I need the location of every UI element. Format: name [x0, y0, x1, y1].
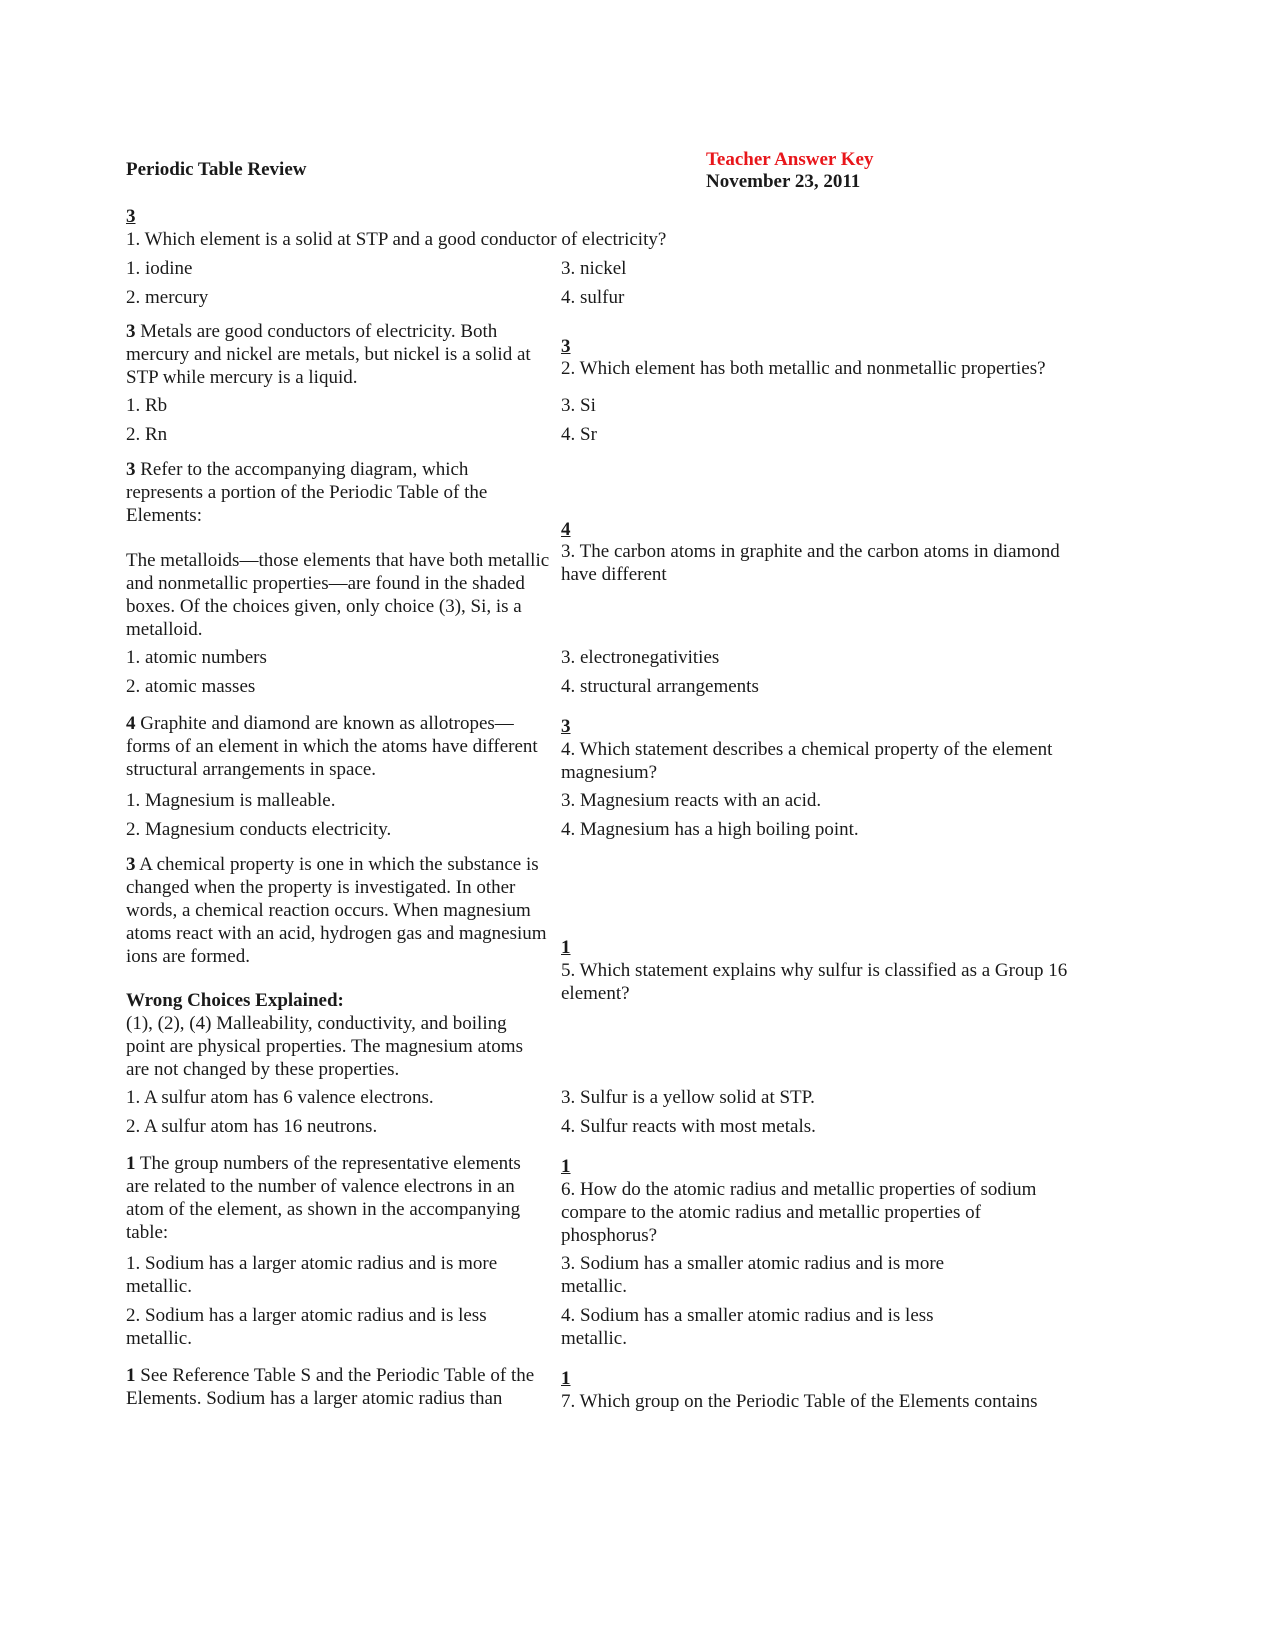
q1-answer: 3 [126, 206, 136, 227]
q4-wrong-choices-text: (1), (2), (4) Malleability, conductivity, and boiling point are physical properties. The magnesium atoms are not changed by these properties. [126, 1013, 523, 1080]
q6-choice-2: 2. Sodium has a larger atomic radius and is less metallic. [126, 1305, 487, 1349]
q6-choice-1: 1. Sodium has a larger atomic radius and is more metallic. [126, 1253, 498, 1297]
q3-choice-3: 3. electronegativities [561, 647, 720, 668]
q2-choice-3: 3. Si [561, 395, 596, 416]
q4-explanation [126, 853, 556, 968]
q2-question: 2. Which element has both metallic and nonmetallic properties? [561, 358, 1046, 379]
q4-choice-1: 1. Magnesium is malleable. [126, 790, 336, 811]
page-title: Periodic Table Review [126, 159, 307, 180]
q5-choice-4: 4. Sulfur reacts with most metals. [561, 1116, 816, 1137]
q5-choice-2: 2. A sulfur atom has 16 neutrons. [126, 1116, 378, 1137]
q1-explanation-number: 3 [126, 321, 136, 342]
q1-choice-2: 2. mercury [126, 287, 209, 308]
q6-explanation [126, 1364, 561, 1410]
q4-answer: 3 [561, 716, 571, 737]
q4-wrong-choices-heading: Wrong Choices Explained: [126, 990, 344, 1011]
q4-question: 4. Which statement describes a chemical property of the element magnesium? [561, 739, 1053, 783]
q5-explanation [126, 1152, 546, 1244]
q2-explanation-number: 3 [126, 459, 136, 480]
q6-answer: 1 [561, 1156, 571, 1177]
q6-explanation-text: See Reference Table S and the Periodic Table of the Elements. Sodium has a larger atomic radius than [126, 1365, 535, 1409]
q5-explanation-number: 1 [126, 1153, 136, 1174]
q3-answer: 4 [561, 519, 571, 540]
q4-choice-4: 4. Magnesium has a high boiling point. [561, 819, 859, 840]
q7-question: 7. Which group on the Periodic Table of the Elements contains [561, 1391, 1038, 1412]
q2-answer: 3 [561, 336, 571, 357]
q3-choice-1: 1. atomic numbers [126, 647, 267, 668]
q3-choice-2: 2. atomic masses [126, 676, 256, 697]
q5-choice-1: 1. A sulfur atom has 6 valence electrons. [126, 1087, 434, 1108]
q3-question: 3. The carbon atoms in graphite and the carbon atoms in diamond have different [561, 541, 1060, 585]
q4-choice-3: 3. Magnesium reacts with an acid. [561, 790, 822, 811]
q6-question: 6. How do the atomic radius and metallic properties of sodium compare to the atomic radius and metallic properties of phosphorus? [561, 1179, 1037, 1246]
q2-explanation-2: The metalloids—those elements that have both metallic and nonmetallic properties—are found in the shaded boxes. Of the choices given, only choice (3), Si, is a metalloid. [126, 550, 550, 640]
q1-question: 1. Which element is a solid at STP and a good conductor of electricity? [126, 229, 667, 250]
q1-explanation [126, 320, 554, 389]
q6-choice-4: 4. Sodium has a smaller atomic radius and is less metallic. [561, 1305, 934, 1349]
q3-choice-4: 4. structural arrangements [561, 676, 759, 697]
q4-choice-2: 2. Magnesium conducts electricity. [126, 819, 392, 840]
q2-explanation-1 [126, 458, 526, 527]
q5-answer: 1 [561, 937, 571, 958]
q5-question: 5. Which statement explains why sulfur is classified as a Group 16 element? [561, 960, 1068, 1004]
page-date: November 23, 2011 [706, 171, 861, 192]
q5-explanation-text: The group numbers of the representative elements are related to the number of valence electrons in an atom of the element, as shown in the accompanying table: [126, 1153, 521, 1243]
q6-choice-3: 3. Sodium has a smaller atomic radius and is more metallic. [561, 1253, 945, 1297]
q2-explanation-text-1: Refer to the accompanying diagram, which represents a portion of the Periodic Table of the Elements: [126, 459, 488, 526]
q3-explanation [126, 712, 540, 781]
q6-explanation-number: 1 [126, 1365, 136, 1386]
q4-explanation-text: A chemical property is one in which the substance is changed when the property is investigated. In other words, a chemical reaction occurs. When magnesium atoms react with an acid, hydrogen gas and magnesium ions are formed. [126, 854, 547, 967]
q3-explanation-text: Graphite and diamond are known as allotropes—forms of an element in which the atoms have different structural arrangements in space. [126, 713, 538, 780]
q2-choice-1: 1. Rb [126, 395, 168, 416]
q3-explanation-number: 4 [126, 713, 136, 734]
q4-explanation-number: 3 [126, 854, 136, 875]
q2-choice-4: 4. Sr [561, 424, 597, 445]
q1-choice-1: 1. iodine [126, 258, 193, 279]
q1-explanation-text: Metals are good conductors of electricity. Both mercury and nickel are metals, but nickel is a solid at STP while mercury is a liquid. [126, 321, 531, 388]
q2-choice-2: 2. Rn [126, 424, 168, 445]
q7-answer: 1 [561, 1368, 571, 1389]
q1-choice-3: 3. nickel [561, 258, 627, 279]
q1-choice-4: 4. sulfur [561, 287, 625, 308]
answer-key-label: Teacher Answer Key [706, 149, 874, 170]
q5-choice-3: 3. Sulfur is a yellow solid at STP. [561, 1087, 815, 1108]
